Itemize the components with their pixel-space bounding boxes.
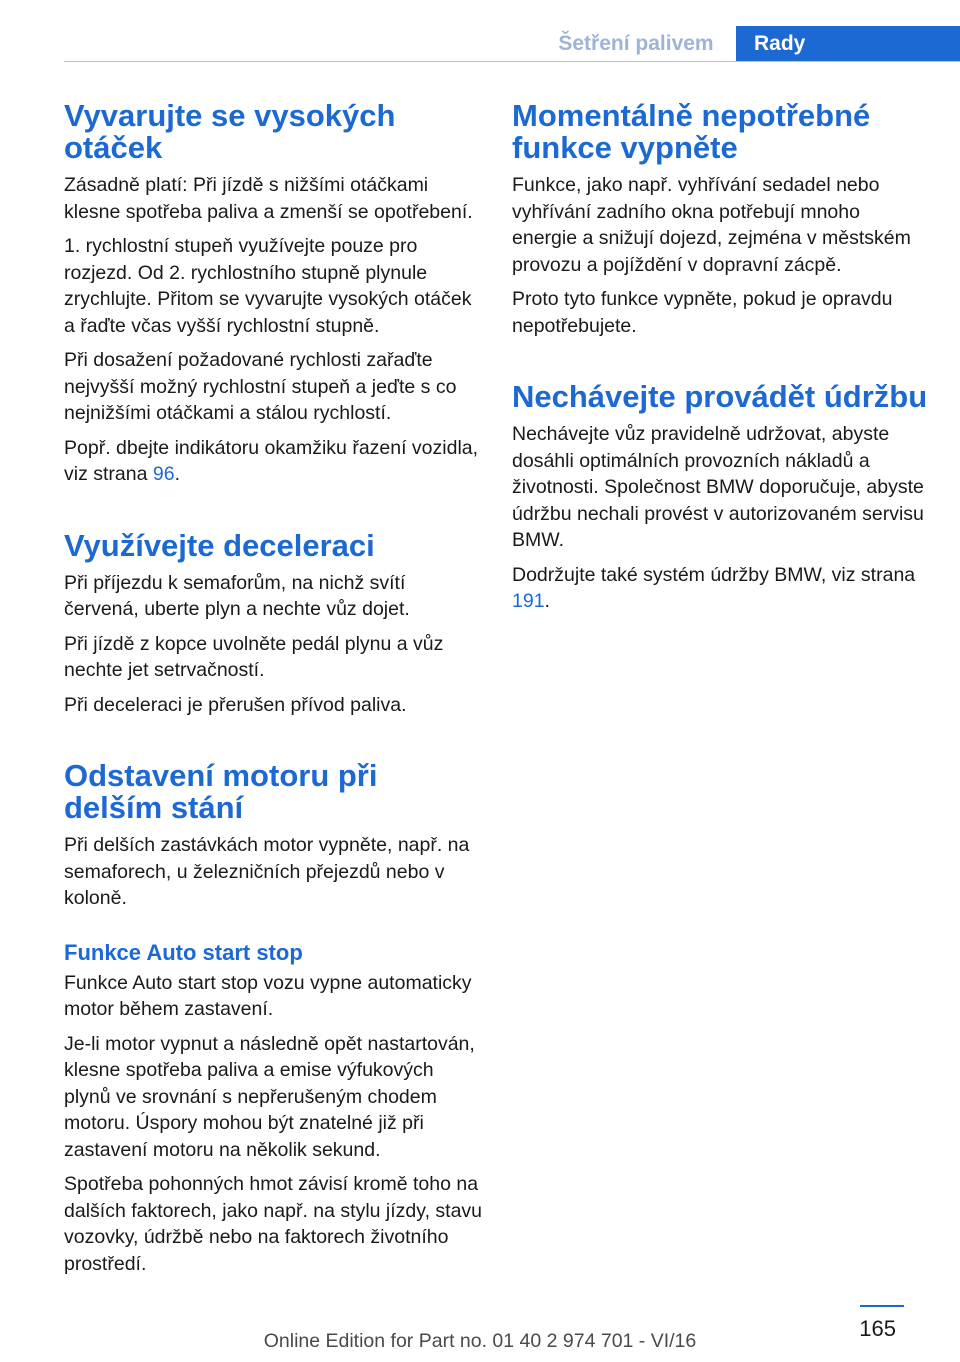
paragraph: Při deceleraci je přerušen přívod paliva. <box>64 693 407 716</box>
paragraph: Při příjezdu k semaforům, na nichž svítí červená, uberte plyn a nechte vůz dojet. <box>64 571 410 620</box>
paragraph: 1. rychlostní stupeň využívejte pouze pro rozjezd. Od 2. rychlostního stupně plynule zrychlujte. Přitom se vyvarujte vysokých otáček a řaďte včas vyšší rychlostní stupně. <box>64 235 472 337</box>
paragraph: Je-li motor vypnut a následně opět nastartován, klesne spotřeba paliva a emise výfukových plynů ve srovnání s nepřerušeným chodem motoru. Úspory mohou být znatelné již při zastavení motoru na několik sekund. <box>64 1032 475 1161</box>
header-section-tab: Šetření palivem <box>558 32 714 55</box>
subheading-auto-start-stop: Funkce Auto start stop <box>64 939 303 965</box>
page-link-96[interactable]: 96 <box>152 463 175 485</box>
page-number-rule <box>860 1305 904 1307</box>
heading-avoid-high-rpm: Vyvarujte se vysokých otáček <box>64 98 396 165</box>
page-link-191[interactable]: 191 <box>512 590 545 612</box>
right-column <box>512 100 930 623</box>
heading-maintenance: Nechávejte provádět údržbu <box>512 379 928 414</box>
left-column <box>64 100 482 1285</box>
heading-engine-off-long-stops: Odstavení motoru při delším stání <box>64 758 378 825</box>
edition-footer: Online Edition for Part no. 01 40 2 974 701 - VI/16 <box>263 1330 697 1352</box>
paragraph-with-link <box>64 435 482 488</box>
heading-use-deceleration: Využívejte deceleraci <box>64 527 375 563</box>
header-chapter-tab: Rady <box>736 26 960 61</box>
paragraph-text: Popř. dbejte indikátoru okamžiku řazení vozidla, viz strana <box>64 436 479 485</box>
paragraph: Při delších zastávkách motor vypněte, např. na semaforech, u železničních přejezdů nebo v koloně. <box>64 834 470 909</box>
paragraph: Při jízdě z kopce uvolněte pedál plynu a vůz nechte jet setrvačností. <box>64 632 444 681</box>
paragraph-end: . <box>174 463 180 485</box>
paragraph: Spotřeba pohonných hmot závisí kromě toho na dalších faktorech, jako např. na stylu jízdy, stavu vozovky, údržbě nebo na faktorech životního prostředí. <box>64 1173 483 1275</box>
paragraph-end: . <box>544 590 550 612</box>
paragraph-text: Dodržujte také systém údržby BMW, viz strana <box>512 563 916 586</box>
page-number: 165 <box>859 1316 896 1341</box>
paragraph: Nechávejte vůz pravidelně udržovat, abyste dosáhli optimálních provozních nákladů a životnosti. Společnost BMW doporučuje, abyste údržbu nechali provést v autorizovaném servisu BMW. <box>512 423 924 551</box>
heading-switch-off-functions: Momentálně nepotřebné funkce vypněte <box>512 98 871 165</box>
paragraph: Při dosažení požadované rychlosti zařaďte nejvyšší možný rychlostní stupeň a jeďte s co nejnižšími otáčkami a stálou rychlostí. <box>64 349 457 424</box>
paragraph: Proto tyto funkce vypněte, pokud je opravdu nepotřebujete. <box>512 288 893 337</box>
paragraph-with-link <box>512 562 930 615</box>
paragraph: Zásadně platí: Při jízdě s nižšími otáčkami klesne spotřeba paliva a zmenší se opotřebení. <box>64 174 473 223</box>
paragraph: Funkce, jako např. vyhřívání sedadel nebo vyhřívání zadního okna potřebují mnoho energie a snižují dojezd, zejména v městském provozu a pojíždění v dopravní zácpě. <box>512 174 911 276</box>
header-divider <box>64 61 960 62</box>
paragraph: Funkce Auto start stop vozu vypne automaticky motor během zastavení. <box>64 971 472 1020</box>
